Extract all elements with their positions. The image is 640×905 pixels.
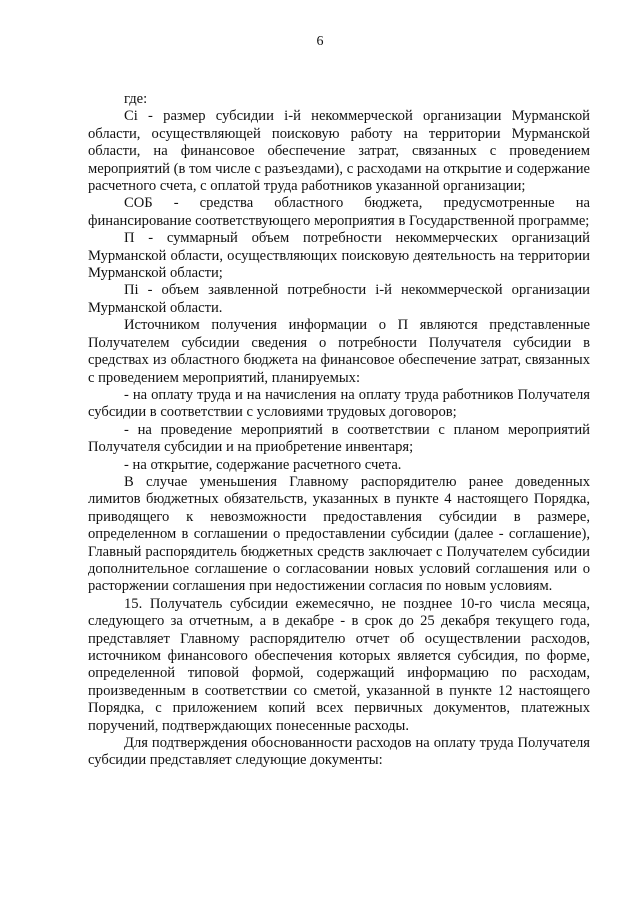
list-item-account: - на открытие, содержание расчетного счета. <box>124 456 402 473</box>
page-number: 6 <box>316 34 324 49</box>
document-body <box>88 91 590 770</box>
paragraph-information-source: Источником получения информации о П являются представленные Получателем субсидии сведения о потребности Получателя субсидии в средствах из областного бюджета на финансовое обеспечение затрат, связанных с проведением мероприятий, планируемых: <box>88 317 590 386</box>
paragraph-limits-reduction: В случае уменьшения Главному распорядителю ранее доведенных лимитов бюджетных обязательств, указанных в пункте 4 настоящего Порядка, приводящего к невозможности предоставления субсидии в размере, определенном в соглашении о предоставлении субсидии (далее - соглашение), Главный распорядитель бюджетных средств заключает с Получателем субсидии дополнительное соглашение о согласовании новых условий соглашения или о расторжении соглашения при недостижении согласия по новым условиям. <box>88 473 590 595</box>
list-item-labor-costs: - на оплату труда и на начисления на оплату труда работников Получателя субсидии в соответствии с условиями трудовых договоров; <box>88 386 590 421</box>
list-item-events: - на проведение мероприятий в соответствии с планом мероприятий Получателя субсидии и на приобретение инвентаря; <box>88 421 590 456</box>
paragraph-where: где: <box>124 91 148 107</box>
paragraph-sob-definition: СОБ - средства областного бюджета, предусмотренные на финансирование соответствующего мероприятия в Государственной программе; <box>88 195 590 229</box>
paragraph-pi-definition: Пi - объем заявленной потребности i-й некоммерческой организации Мурманской области. <box>88 282 590 316</box>
paragraph-ci-definition: Сi - размер субсидии i-й некоммерческой организации Мурманской области, осуществляющей поисковую работу на территории Мурманской области, на финансовое обеспечение затрат, связанных с проведением мероприятий (в том числе с разъездами), с расходами на открытие и содержание расчетного счета, с оплатой труда работников указанной организации; <box>88 108 590 195</box>
paragraph-documents: Для подтверждения обоснованности расходов на оплату труда Получателя субсидии представляет следующие документы: <box>88 735 590 769</box>
paragraph-p-definition: П - суммарный объем потребности некоммерческих организаций Мурманской области, осуществляющих поисковую деятельность на территории Мурманской области; <box>88 230 590 282</box>
paragraph-item-15: 15. Получатель субсидии ежемесячно, не позднее 10-го числа месяца, следующего за отчетным, а в декабре - в срок до 25 декабря текущего года, представляет Главному распорядителю отчет об осуществлении расходов, источником финансового обеспечения которых является субсидия, по форме, определенной типовой формой, содержащий информацию по расходам, произведенным в соответствии со сметой, указанной в пункте 12 настоящего Порядка, с приложением копий всех первичных документов, платежных поручений, подтверждающих понесенные расходы. <box>88 595 590 734</box>
